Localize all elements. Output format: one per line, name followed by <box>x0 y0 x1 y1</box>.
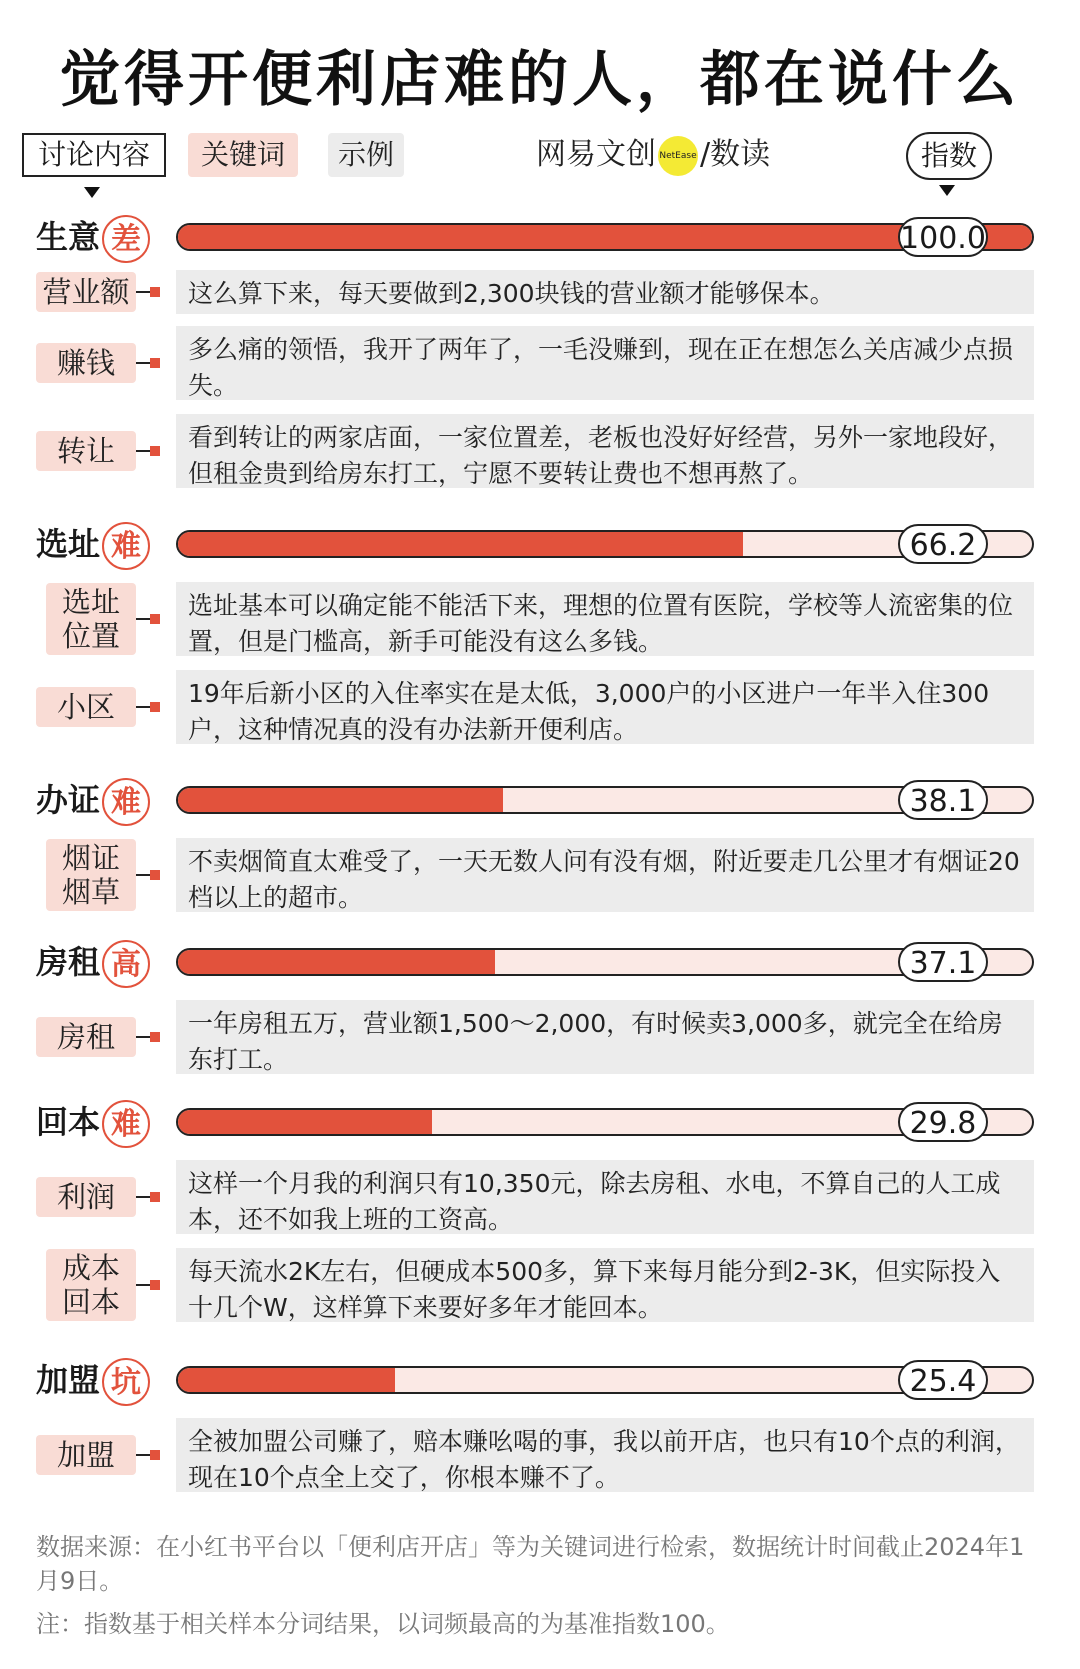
category-mark: 难 <box>102 778 150 826</box>
keyword-tag: 加盟 <box>36 1435 136 1475</box>
example-quote: 选址基本可以确定能不能活下来，理想的位置有医院，学校等人流密集的位置，但是门槛高，新手可能没有这么多钱。 <box>176 582 1034 656</box>
category-topic: 选址 <box>36 525 101 563</box>
connector-dot <box>150 1280 160 1290</box>
connector-dot <box>150 446 160 456</box>
category-label <box>36 519 150 569</box>
category-topic: 回本 <box>36 1103 101 1141</box>
bar-fill <box>178 1368 395 1392</box>
example-quote: 不卖烟简直太难受了，一天无数人问有没有烟，附近要走几公里才有烟证20档以上的超市。 <box>176 838 1034 912</box>
legend-example: 示例 <box>328 133 404 177</box>
category-label <box>36 1355 150 1405</box>
logo-sep: / <box>700 137 711 172</box>
keyword-tag: 房租 <box>36 1017 136 1057</box>
example-quote: 每天流水2K左右，但硬成本500多，算下来每月能分到2-3K，但实际投入十几个W，这样算下来要好多年才能回本。 <box>176 1248 1034 1322</box>
legend-topic: 讨论内容 <box>22 133 166 177</box>
brand-logo <box>536 133 770 177</box>
example-quote: 这样一个月我的利润只有10,350元，除去房租、水电，不算自己的人工成本，还不如我上班的工资高。 <box>176 1160 1034 1234</box>
category-label <box>36 937 150 987</box>
bar-value-label: 66.2 <box>898 524 988 564</box>
logo-dot: NetEase <box>658 136 698 176</box>
bar-fill <box>178 950 495 974</box>
connector-dot <box>150 1032 160 1042</box>
keyword-tag: 烟证烟草 <box>46 839 136 911</box>
bar-value-label: 100.0 <box>898 217 988 257</box>
connector-dot <box>150 614 160 624</box>
bar-fill <box>178 1110 432 1134</box>
bar-value-label: 38.1 <box>898 780 988 820</box>
page-title: 觉得开便利店难的人，都在说什么 <box>60 45 1020 115</box>
category-topic: 生意 <box>36 218 101 256</box>
example-quote: 19年后新小区的入住率实在是太低，3,000户的小区进户一年半入住300户，这种情况真的没有办法新开便利店。 <box>176 670 1034 744</box>
connector-dot <box>150 870 160 880</box>
keyword-tag: 成本回本 <box>46 1249 136 1321</box>
category-label <box>36 212 150 262</box>
category-label <box>36 775 150 825</box>
keyword-tag: 小区 <box>36 687 136 727</box>
footer-source: 数据来源：在小红书平台以「便利店开店」等为关键词进行检索，数据统计时间截止2024年1月9日。 <box>36 1533 1025 1595</box>
keyword-tag: 选址位置 <box>46 583 136 655</box>
bar-fill <box>178 532 743 556</box>
category-mark: 坑 <box>102 1358 150 1406</box>
bar-value-label: 25.4 <box>898 1360 988 1400</box>
connector-dot <box>150 358 160 368</box>
footer-note: 注：指数基于相关样本分词结果，以词频最高的为基准指数100。 <box>36 1610 730 1638</box>
example-quote: 一年房租五万，营业额1,500～2,000，有时候卖3,000多，就完全在给房东打工。 <box>176 1000 1034 1074</box>
connector-dot <box>150 1450 160 1460</box>
example-quote: 多么痛的领悟，我开了两年了，一毛没赚到，现在正在想怎么关店减少点损失。 <box>176 326 1034 400</box>
category-mark: 难 <box>102 1100 150 1148</box>
keyword-tag: 营业额 <box>36 272 136 312</box>
example-quote: 全被加盟公司赚了，赔本赚吆喝的事，我以前开店，也只有10个点的利润，现在10个点全上交了，你根本赚不了。 <box>176 1418 1034 1492</box>
connector-dot <box>150 1192 160 1202</box>
bar-fill <box>178 788 503 812</box>
logo-brand: 网易文创 <box>536 137 656 172</box>
keyword-tag: 赚钱 <box>36 343 136 383</box>
legend-index: 指数 <box>906 132 992 180</box>
category-mark: 难 <box>102 522 150 570</box>
bar-value-label: 29.8 <box>898 1102 988 1142</box>
legend-keyword: 关键词 <box>188 133 298 177</box>
category-mark: 差 <box>102 215 150 263</box>
category-topic: 加盟 <box>36 1361 101 1399</box>
logo-sub: 数读 <box>710 137 771 172</box>
category-mark: 高 <box>102 940 150 988</box>
category-topic: 办证 <box>36 781 101 819</box>
bar-value-label: 37.1 <box>898 942 988 982</box>
connector-dot <box>150 702 160 712</box>
connector-dot <box>150 287 160 297</box>
example-quote: 这么算下来，每天要做到2,300块钱的营业额才能够保本。 <box>176 270 1034 314</box>
triangle-down-icon <box>84 187 100 198</box>
triangle-down-icon <box>939 185 955 196</box>
keyword-tag: 利润 <box>36 1177 136 1217</box>
category-label <box>36 1097 150 1147</box>
category-topic: 房租 <box>36 943 101 981</box>
example-quote: 看到转让的两家店面，一家位置差，老板也没好好经营，另外一家地段好，但租金贵到给房东打工，宁愿不要转让费也不想再熬了。 <box>176 414 1034 488</box>
keyword-tag: 转让 <box>36 431 136 471</box>
